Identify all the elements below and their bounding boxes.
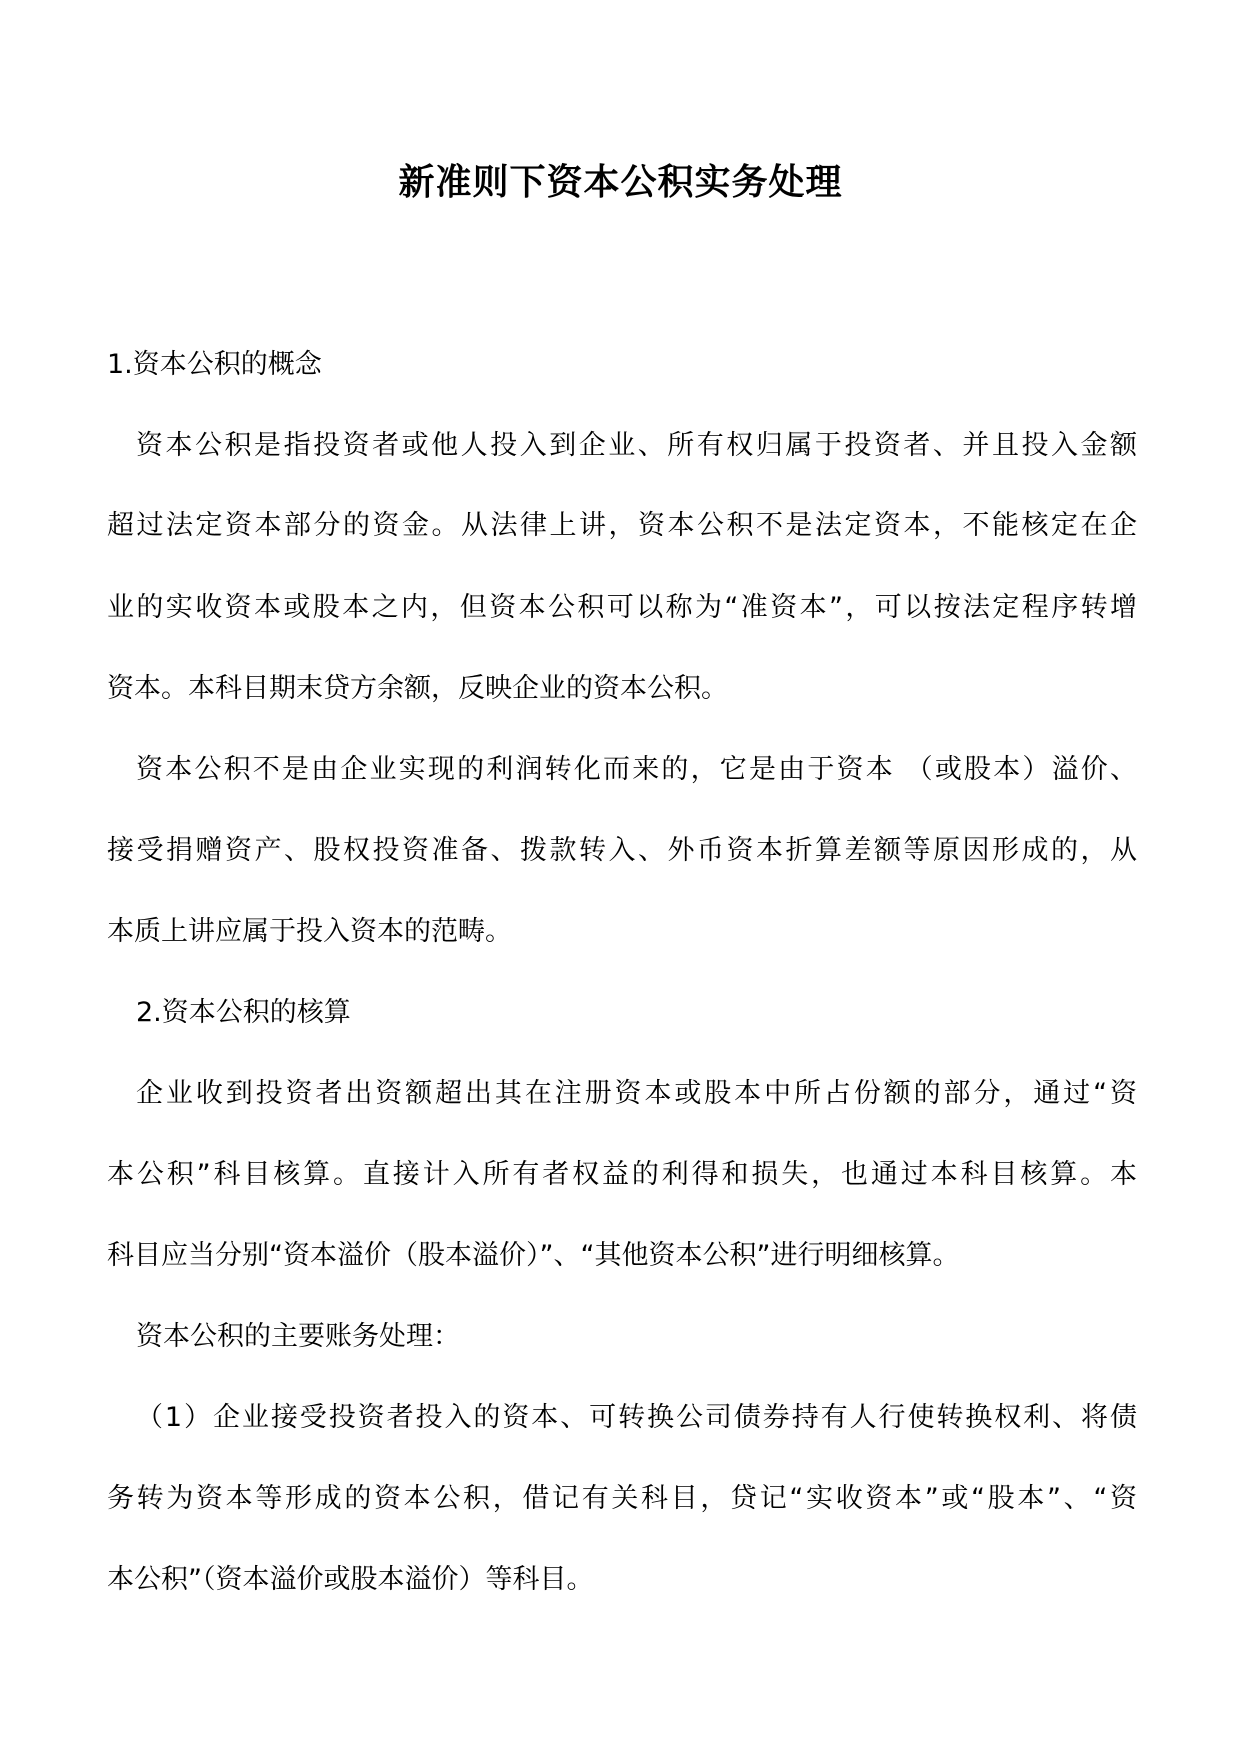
paragraph-line: 资本公积是指投资者或他人投入到企业、所有权归属于投资者、并且投入金额 (136, 430, 1137, 461)
section-heading-1: 1.资本公积的概念 (107, 349, 322, 380)
paragraph-line: 企业收到投资者出资额超出其在注册资本或股本中所占份额的部分，通过“资 (136, 1078, 1137, 1109)
document-title: 新准则下资本公积实务处理 (398, 162, 843, 203)
paragraph-line: 资本公积不是由企业实现的利润转化而来的，它是由于资本 （或股本）溢价、 (136, 754, 1137, 785)
paragraph-line: 资本公积的主要账务处理： (136, 1321, 460, 1352)
paragraph-line: 业的实收资本或股本之内，但资本公积可以称为“准资本”，可以按法定程序转增 (107, 592, 1137, 623)
paragraph-line: （1）企业接受投资者投入的资本、可转换公司债券持有人行使转换权利、将债 (136, 1402, 1137, 1433)
paragraph-line: 本质上讲应属于投入资本的范畴。 (107, 916, 512, 947)
paragraph-line: 科目应当分别“资本溢价（股本溢价）”、“其他资本公积”进行明细核算。 (107, 1240, 960, 1271)
paragraph-line: 务转为资本等形成的资本公积，借记有关科目，贷记“实收资本”或“股本”、“资 (107, 1483, 1137, 1514)
paragraph-line: 本公积”科目核算。直接计入所有者权益的利得和损失，也通过本科目核算。本 (107, 1159, 1137, 1190)
paragraph-line: 超过法定资本部分的资金。从法律上讲，资本公积不是法定资本，不能核定在企 (107, 510, 1137, 541)
paragraph-line: 资本。本科目期末贷方余额，反映企业的资本公积。 (107, 673, 728, 704)
paragraph-line: 本公积”（资本溢价或股本溢价）等科目。 (107, 1564, 594, 1595)
section-heading-2: 2.资本公积的核算 (136, 997, 351, 1028)
paragraph-line: 接受捐赠资产、股权投资准备、拨款转入、外币资本折算差额等原因形成的，从 (107, 835, 1137, 866)
